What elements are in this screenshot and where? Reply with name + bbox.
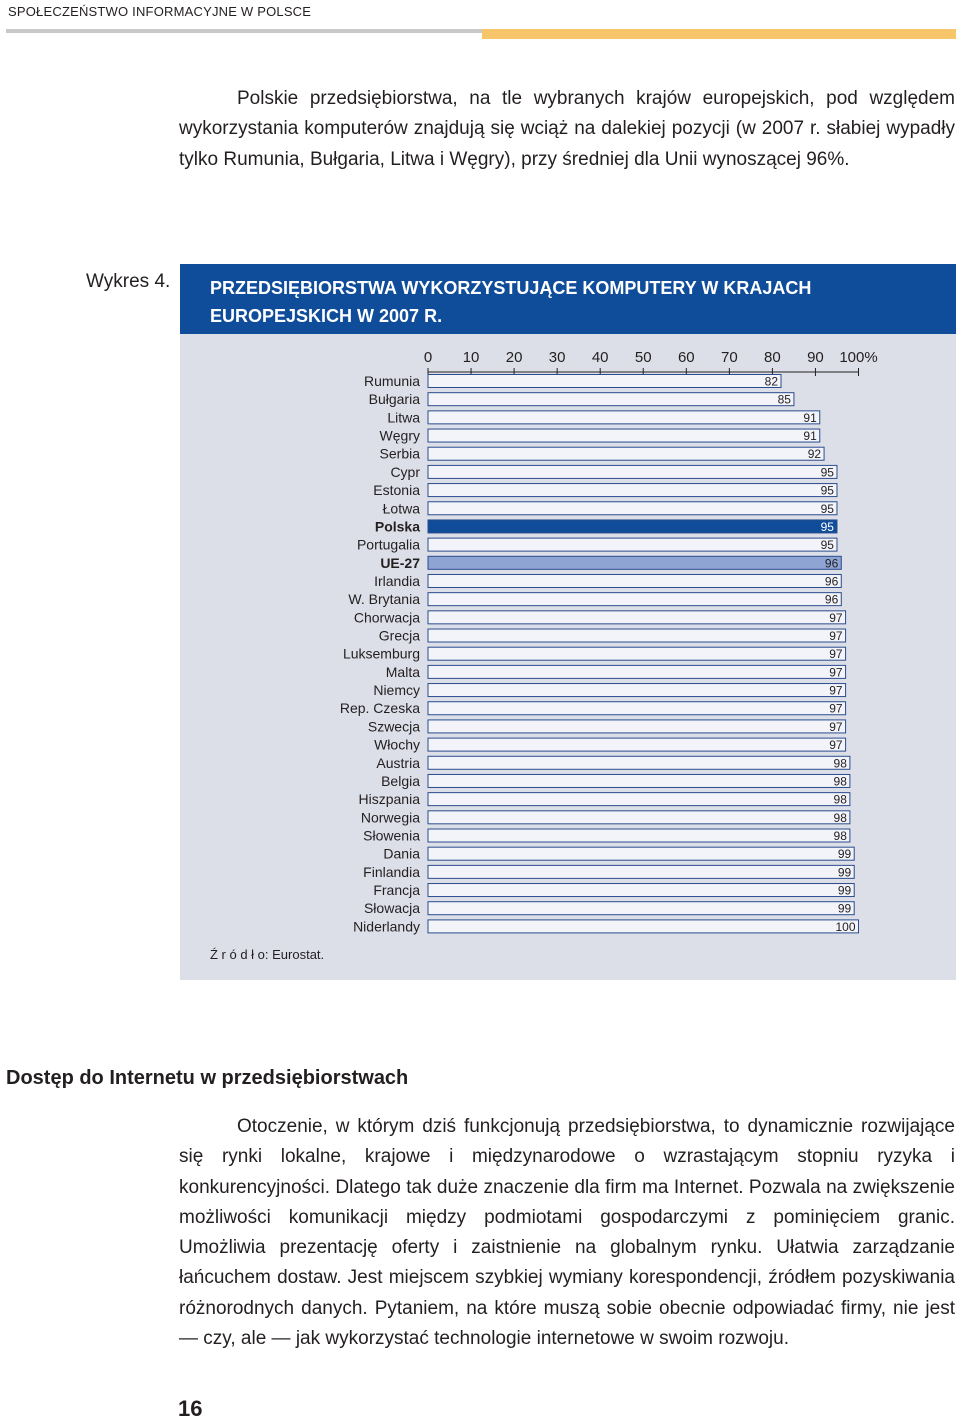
x-tick-label: 20 [505,349,523,366]
body-paragraph: Otoczenie, w którym dziś funkcjonują przedsiębiorstwa, to dynamicznie rozwijające się rynki lokalne, krajowe i międzynarodowe o wzrastającym stopniu ryzyka i konkurencyjności. Dlatego tak duże znaczenie dla firm ma Internet. Pozwala na zwiększenie możliwości komunikacji między podmiotami gospodarczymi z pominięciem granic. Umożliwia prezentację oferty i zaistnienie na globalnym rynku. Ułatwia zarządzanie łańcuchem dostaw. Jest miejscem szybkiej wymiany korespondencji, źródłem pozyskiwania różnorodnych danych. Pytaniem, na które muszą sobie obecnie odpowiadać firmy, nie jest — czy, ale — jak wykorzystać technologie internetowe w swoim rozwoju. [179,1116,955,1350]
bar-value-label: 98 [833,774,847,789]
bar-value-label: 95 [820,538,834,553]
category-label: Hiszpania [358,791,420,808]
category-label: Polska [374,518,420,535]
bar-value-label: 96 [824,574,839,589]
category-label: Malta [385,663,420,680]
bar [428,611,846,624]
x-tick-label: 90 [807,349,824,366]
x-tick-label: 0 [423,349,433,366]
bar [428,502,837,515]
category-label: Serbia [379,445,420,462]
bar [428,447,824,460]
bar [428,665,846,678]
bar [428,411,820,424]
figure-source: Ź r ó d ł o: Eurostat. [210,947,325,962]
bar [428,647,846,660]
category-label: Austria [376,754,420,771]
category-label: Włochy [374,736,420,753]
x-tick-label: 100% [839,349,878,366]
category-label: Słowacja [363,900,420,917]
category-label: Dania [383,845,420,862]
bar-value-label: 99 [837,883,852,898]
bar [428,756,850,769]
category-label: Rep. Czeska [339,700,420,717]
category-label: W. Brytania [348,591,420,608]
category-label: Niemcy [373,682,420,699]
bar-value-label: 92 [807,447,822,462]
category-label: Rumunia [363,373,420,389]
header-rule-accent [482,29,956,39]
category-label: Węgry [379,427,420,444]
category-label: Cypr [390,463,420,480]
header-rule-gray [6,29,482,33]
bar-value-label: 97 [829,738,843,753]
x-tick-label: 70 [721,349,738,366]
bar-value-label: 82 [764,374,779,389]
bar [428,574,841,587]
bar [428,829,850,842]
bar-value-label: 85 [777,392,791,407]
bar-value-label: 97 [829,647,843,662]
bar [428,375,781,388]
category-label: Szwecja [367,718,420,735]
bar [428,429,820,442]
category-label: Belgia [381,772,420,789]
running-header: SPOŁECZEŃSTWO INFORMACYJNE W POLSCE [8,4,312,19]
bar-value-label: 95 [820,519,834,534]
bar [428,702,846,715]
bar-value-label: 97 [829,610,843,625]
bar [428,920,859,933]
category-label: Słowenia [363,827,420,844]
page-number: 16 [178,1396,203,1421]
bar [428,847,854,860]
x-tick-label: 50 [634,349,652,366]
x-tick-label: 30 [548,349,566,366]
bar [428,465,837,478]
bar-value-label: 98 [833,756,847,771]
bar [428,902,854,915]
bar [428,629,846,642]
bar-value-label: 91 [803,429,817,444]
intro-paragraph: Polskie przedsiębiorstwa, na tle wybranych krajów europejskich, pod względem wykorzystania komputerów znajdują się wciąż na dalekiej pozycji (w 2007 r. słabiej wypadły tylko Rumunia, Bułgaria, Litwa i Węgry), przy średniej dla Unii wynoszącej 96%. [179,88,955,170]
bar [428,738,846,751]
category-label: Luksemburg [342,645,420,662]
bar-value-label: 99 [837,847,852,862]
category-label: Irlandia [374,572,420,589]
category-label: Finlandia [363,863,420,880]
x-tick-label: 40 [591,349,609,366]
category-label: Litwa [387,409,420,426]
bar-value-label: 97 [829,665,843,680]
bar-value-label: 99 [837,865,852,880]
chart-title: PRZEDSIĘBIORSTWA WYKORZYSTUJĄCE KOMPUTERY W KRAJACH EUROPEJSKICH W 2007 R. [210,278,812,326]
bar-value-label: 97 [829,629,843,644]
figure-label: Wykres 4. [86,271,171,292]
chart-panel [180,264,956,980]
bar [428,556,841,569]
x-tick-label: 60 [677,349,695,366]
bar [428,720,846,733]
bar [428,774,850,787]
category-label: Grecja [378,627,420,644]
bar-value-label: 96 [824,556,839,571]
bar [428,538,837,551]
bar-value-label: 97 [829,719,843,734]
bar-value-label: 100 [835,919,856,934]
bar-value-label: 97 [829,683,843,698]
bar [428,811,850,824]
bar-value-label: 96 [824,592,839,607]
bar-value-label: 98 [833,792,847,807]
bar [428,684,846,697]
category-label: Norwegia [360,809,420,826]
bar [428,593,841,606]
bar-value-label: 95 [820,483,834,498]
category-label: Łotwa [382,500,420,517]
category-label: Estonia [373,482,420,499]
category-label: Chorwacja [353,609,420,626]
category-label: Bułgaria [368,391,420,408]
bar [428,484,837,497]
bar-value-label: 95 [820,465,834,480]
bar-value-label: 95 [820,501,834,516]
bar-value-label: 99 [837,901,852,916]
bar-value-label: 98 [833,810,847,825]
category-label: Niderlandy [353,918,420,935]
section-heading: Dostęp do Internetu w przedsiębiorstwach [6,1067,409,1089]
x-tick-label: 10 [462,349,480,366]
bar-value-label: 98 [833,829,847,843]
bar-value-label: 97 [829,701,843,716]
x-tick-label: 80 [764,349,781,366]
category-label: Francja [373,882,420,899]
bar [428,520,837,533]
bar-chart [180,264,956,980]
bar [428,793,850,806]
bar [428,393,794,406]
category-label: UE-27 [380,554,420,571]
bar [428,865,854,878]
bar-value-label: 91 [803,410,817,425]
bar [428,884,854,897]
category-label: Portugalia [356,536,420,553]
